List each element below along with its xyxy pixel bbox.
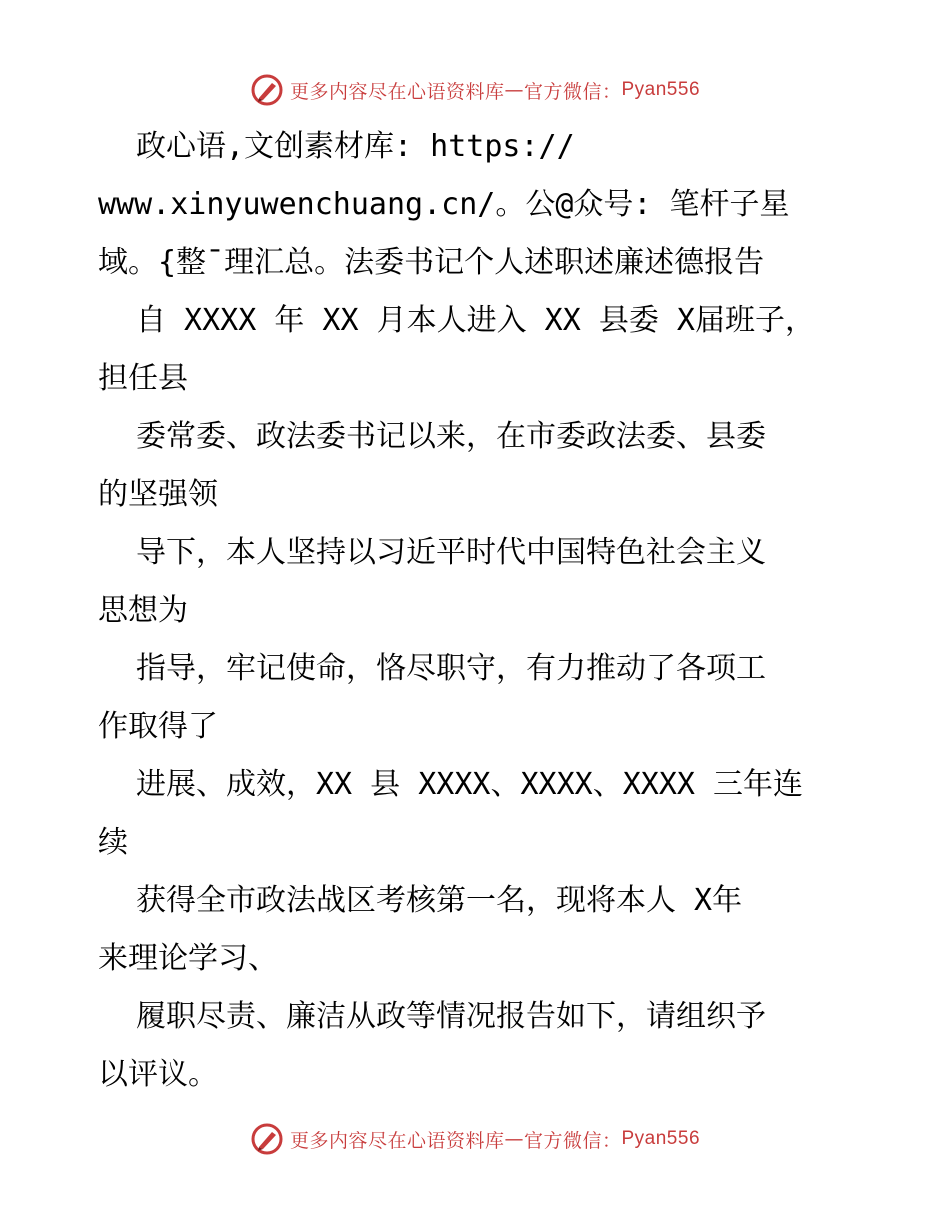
body-line-16: 履职尽责、廉洁从政等情况报告如下，请组织予 xyxy=(136,999,766,1034)
banner-wechat-id: Pyan556 xyxy=(621,1128,701,1149)
body-line-6: 委常委、政法委书记以来，在市委政法委、县委 xyxy=(136,419,766,454)
document-body xyxy=(98,118,858,1104)
footer-watermark-banner xyxy=(0,1119,950,1159)
body-line-9: 思想为 xyxy=(98,593,188,628)
body-line-13: 续 xyxy=(98,825,128,860)
body-line-14: 获得全市政法战区考核第一名，现将本人 X年 xyxy=(136,883,743,918)
body-line-2: www.xinyuwenchuang.cn/。公@众号: 笔杆子星 xyxy=(98,187,790,222)
body-line-11: 作取得了 xyxy=(98,709,218,744)
body-line-15: 来理论学习、 xyxy=(98,941,278,976)
body-line-3: 域。{整¯理汇总。法委书记个人述职述廉述德报告 xyxy=(98,245,765,280)
pen-logo-icon xyxy=(250,1122,284,1156)
body-line-12: 进展、成效，XX 县 XXXX、XXXX、XXXX 三年连 xyxy=(136,767,804,802)
banner-wechat-label: 官方微信： xyxy=(523,80,622,103)
header-watermark-banner xyxy=(0,70,950,110)
banner-main-text: 更多内容尽在心语资料库 xyxy=(289,80,505,103)
pen-logo-icon xyxy=(250,73,284,107)
body-line-1: 政心语,文创素材库: https:// xyxy=(136,129,575,164)
banner-dash: — xyxy=(504,79,524,101)
body-line-5: 担任县 xyxy=(98,361,188,396)
body-line-17: 以评议。 xyxy=(98,1057,218,1092)
banner-wechat-label: 官方微信： xyxy=(523,1129,622,1152)
body-line-10: 指导，牢记使命，恪尽职守，有力推动了各项工 xyxy=(136,651,766,686)
banner-dash: — xyxy=(504,1128,524,1150)
body-line-8: 导下，本人坚持以习近平时代中国特色社会主义 xyxy=(136,535,766,570)
banner-main-text: 更多内容尽在心语资料库 xyxy=(289,1129,505,1152)
body-line-4: 自 XXXX 年 XX 月本人进入 XX 县委 X届班子， xyxy=(136,303,815,338)
banner-wechat-id: Pyan556 xyxy=(621,79,701,100)
body-line-7: 的坚强领 xyxy=(98,477,218,512)
